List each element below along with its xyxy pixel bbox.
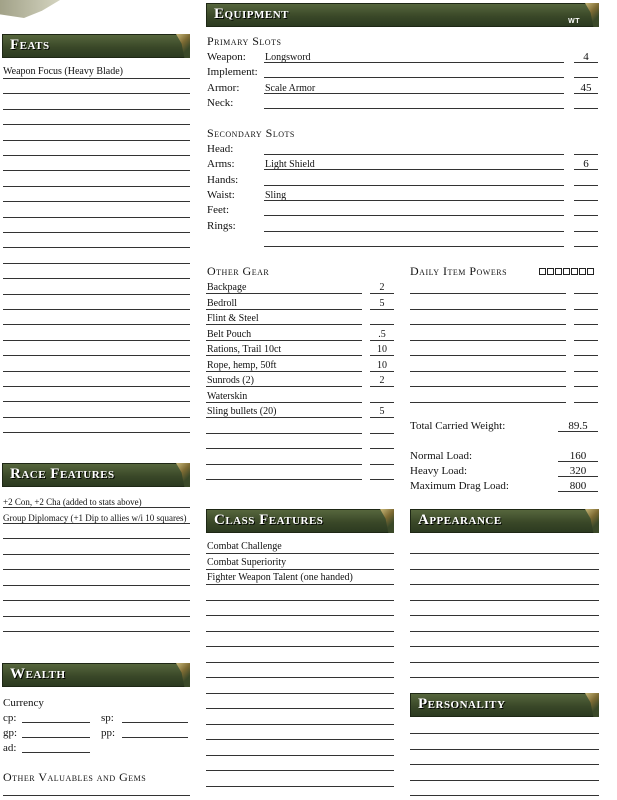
heavy-load-line	[558, 476, 598, 477]
gear-weight-line	[370, 386, 394, 387]
race-features-header	[2, 463, 190, 487]
slot-item-line	[264, 154, 564, 155]
gear-line	[206, 386, 362, 387]
race-feature-line[interactable]	[3, 569, 190, 570]
daily-power-weight-line[interactable]	[574, 371, 598, 372]
class-feature-line[interactable]	[206, 600, 394, 601]
gear-line	[206, 371, 362, 372]
race-feature-line[interactable]	[3, 616, 190, 617]
slot-item-line	[264, 77, 564, 78]
slot-label: Implement:	[207, 66, 258, 79]
total-weight-line	[558, 431, 598, 432]
wealth-header	[2, 663, 190, 687]
appearance-header	[410, 509, 599, 533]
gear-weight[interactable]: .5	[378, 328, 386, 340]
gear-weight-line	[370, 309, 394, 310]
feat-line[interactable]	[3, 294, 190, 295]
gear-line	[206, 293, 362, 294]
appearance-line[interactable]	[410, 615, 599, 616]
daily-power-line[interactable]	[410, 386, 566, 387]
gear-item[interactable]: Rations, Trail 10ct	[207, 344, 282, 355]
slot-weight-line	[574, 93, 598, 94]
slot-weight-line[interactable]	[574, 246, 598, 247]
feat-line[interactable]	[3, 232, 190, 233]
feat-line[interactable]	[3, 432, 190, 433]
feats-header	[2, 34, 190, 58]
gear-weight-line	[370, 402, 394, 403]
feat-line[interactable]	[3, 278, 190, 279]
class-feature-line[interactable]	[206, 646, 394, 647]
class-features-title: Class Features	[214, 512, 324, 528]
feat-line[interactable]	[3, 155, 190, 156]
appearance-line[interactable]	[410, 662, 599, 663]
race-feature-line[interactable]	[3, 507, 190, 508]
feat-line[interactable]	[3, 93, 190, 94]
gear-item[interactable]: Flint & Steel	[207, 313, 259, 324]
feat-line[interactable]	[3, 109, 190, 110]
gear-item[interactable]: Belt Pouch	[207, 328, 252, 340]
gear-line	[206, 355, 362, 356]
slot-weight-line	[574, 215, 598, 216]
feat-entry-1[interactable]: Weapon Focus (Heavy Blade)	[3, 66, 123, 77]
ad-label: ad:	[3, 742, 17, 754]
appearance-line[interactable]	[410, 600, 599, 601]
gear-line	[206, 402, 362, 403]
feat-line[interactable]	[3, 401, 190, 402]
gear-weight-line	[370, 293, 394, 294]
gear-weight-line	[370, 340, 394, 341]
class-feature-line[interactable]	[206, 615, 394, 616]
slot-weight-line	[574, 62, 598, 63]
class-feature-line[interactable]	[206, 755, 394, 756]
appearance-line[interactable]	[410, 584, 599, 585]
slot-item-line	[264, 93, 564, 94]
race-feature-1[interactable]: +2 Con, +2 Cha (added to stats above)	[3, 497, 142, 507]
daily-power-line[interactable]	[410, 293, 566, 294]
class-feature-line[interactable]	[206, 739, 394, 740]
feat-line[interactable]	[3, 124, 190, 125]
daily-power-checkbox[interactable]	[555, 268, 562, 275]
class-feature-3[interactable]: Fighter Weapon Talent (one handed)	[207, 572, 353, 583]
slot-item-line	[264, 185, 564, 186]
race-feature-line[interactable]	[3, 554, 190, 555]
gear-line[interactable]	[206, 433, 362, 434]
slot-item-line	[264, 169, 564, 170]
gear-line[interactable]	[206, 448, 362, 449]
slot-label: Hands:	[207, 173, 239, 186]
gear-line[interactable]	[206, 479, 362, 480]
race-feature-line[interactable]	[3, 631, 190, 632]
feat-line[interactable]	[3, 186, 190, 187]
slot-item[interactable]: Longsword	[265, 52, 311, 63]
slot-item-line	[264, 108, 564, 109]
slot-weight[interactable]: 4	[583, 51, 589, 63]
gear-weight-line	[370, 448, 394, 449]
class-feature-line[interactable]	[206, 631, 394, 632]
slot-weight-line	[574, 200, 598, 201]
normal-load-line	[558, 461, 598, 462]
appearance-line[interactable]	[410, 569, 599, 570]
daily-power-line[interactable]	[410, 371, 566, 372]
daily-power-line[interactable]	[410, 402, 566, 403]
pp-label: pp:	[101, 727, 116, 739]
cp-label: cp:	[3, 712, 17, 724]
slot-label: Feet:	[207, 204, 229, 217]
feat-line[interactable]	[3, 247, 190, 248]
daily-power-line[interactable]	[410, 309, 566, 310]
feat-line[interactable]	[3, 324, 190, 325]
gear-weight[interactable]: 5	[379, 297, 385, 309]
class-feature-line[interactable]	[206, 708, 394, 709]
slot-item-line	[264, 200, 564, 201]
slot-label: Arms:	[207, 158, 235, 171]
valuables-label: Other Valuables and Gems	[3, 770, 147, 784]
gear-line	[206, 340, 362, 341]
slot-weight-line	[574, 231, 598, 232]
daily-power-checkbox[interactable]	[579, 268, 586, 275]
feat-line[interactable]	[3, 340, 190, 341]
sp-field[interactable]	[122, 722, 188, 723]
gear-weight[interactable]: 10	[377, 359, 387, 371]
daily-power-checkbox[interactable]	[563, 268, 570, 275]
gear-weight[interactable]: 10	[377, 344, 387, 355]
gp-field[interactable]	[22, 737, 90, 738]
class-feature-line[interactable]	[206, 770, 394, 771]
normal-load-label: Normal Load:	[410, 450, 473, 462]
feat-line[interactable]	[3, 263, 190, 264]
class-feature-line[interactable]	[206, 693, 394, 694]
daily-power-weight-line[interactable]	[574, 386, 598, 387]
gear-weight-line	[370, 417, 394, 418]
race-features-title: Race Features	[10, 466, 115, 482]
gear-weight-line	[370, 433, 394, 434]
slot-weight-line	[574, 185, 598, 186]
slot-weight-line	[574, 154, 598, 155]
slot-weight[interactable]: 45	[580, 81, 592, 94]
gear-item[interactable]: Rope, hemp, 50ft	[207, 359, 277, 371]
corner-ornament	[0, 0, 60, 18]
race-feature-2[interactable]: Group Diplomacy (+1 Dip to allies w/i 10 squares)	[3, 513, 187, 523]
class-feature-line[interactable]	[206, 569, 394, 570]
gear-weight-line	[370, 371, 394, 372]
gear-line	[206, 309, 362, 310]
feat-line[interactable]	[3, 217, 190, 218]
slot-weight-line	[574, 169, 598, 170]
slot-label: Rings:	[207, 219, 236, 232]
feat-line[interactable]	[3, 78, 190, 79]
normal-load-value[interactable]: 160	[569, 450, 587, 462]
feat-line[interactable]	[3, 170, 190, 171]
feats-title: Feats	[10, 37, 50, 53]
gear-item[interactable]: Bedroll	[207, 297, 237, 309]
slot-label: Armor:	[207, 81, 240, 94]
slot-item[interactable]: Light Shield	[265, 159, 315, 171]
class-feature-line[interactable]	[206, 677, 394, 678]
personality-title: Personality	[418, 696, 506, 712]
wealth-title: Wealth	[10, 666, 66, 682]
appearance-line[interactable]	[410, 646, 599, 647]
slot-label: Weapon:	[207, 51, 246, 63]
daily-item-powers-label: Daily Item Powers	[410, 264, 508, 278]
class-feature-line[interactable]	[206, 662, 394, 663]
personality-line[interactable]	[410, 795, 599, 796]
class-feature-line[interactable]	[206, 584, 394, 585]
sp-label: sp:	[101, 712, 114, 724]
feat-line[interactable]	[3, 371, 190, 372]
daily-power-weight-line[interactable]	[574, 355, 598, 356]
feat-line[interactable]	[3, 140, 190, 141]
heavy-load-value[interactable]: 320	[569, 465, 587, 477]
appearance-title: Appearance	[418, 512, 502, 528]
gear-item[interactable]: Backpage	[207, 282, 247, 293]
appearance-line[interactable]	[410, 553, 599, 554]
wt-label: WT	[568, 18, 580, 25]
gear-item[interactable]: Sling bullets (20)	[207, 406, 277, 417]
equipment-header	[206, 3, 599, 27]
daily-power-weight-line[interactable]	[574, 402, 598, 403]
slot-weight-line	[574, 77, 598, 78]
secondary-slots-label: Secondary Slots	[207, 126, 295, 140]
valuables-line[interactable]	[3, 795, 190, 796]
gear-line[interactable]	[206, 464, 362, 465]
drag-load-label: Maximum Drag Load:	[410, 480, 509, 492]
slot-weight[interactable]: 6	[583, 158, 589, 171]
feat-line[interactable]	[3, 201, 190, 202]
drag-load-value[interactable]: 800	[569, 480, 587, 492]
gear-weight[interactable]: 5	[379, 406, 385, 417]
class-features-header	[206, 509, 394, 533]
pp-field[interactable]	[122, 737, 188, 738]
daily-power-checkbox[interactable]	[547, 268, 554, 275]
gear-item[interactable]: Waterskin	[207, 390, 248, 402]
gear-weight-line	[370, 324, 394, 325]
heavy-load-label: Heavy Load:	[410, 465, 468, 477]
daily-power-checkbox[interactable]	[571, 268, 578, 275]
other-gear-label: Other Gear	[207, 264, 270, 278]
slot-label: Waist:	[207, 188, 235, 201]
gear-item[interactable]: Sunrods (2)	[207, 375, 254, 386]
daily-power-checkboxes	[539, 268, 594, 275]
total-weight-label: Total Carried Weight:	[410, 420, 506, 432]
slot-item-line	[264, 62, 564, 63]
daily-power-weight-line[interactable]	[574, 293, 598, 294]
slot-label: Head:	[207, 143, 234, 155]
daily-power-line[interactable]	[410, 340, 566, 341]
appearance-line[interactable]	[410, 677, 599, 678]
race-feature-line[interactable]	[3, 585, 190, 586]
gear-weight-line	[370, 479, 394, 480]
daily-power-checkbox[interactable]	[539, 268, 546, 275]
drag-load-line	[558, 491, 598, 492]
slot-item-line[interactable]	[264, 246, 564, 247]
daily-power-weight-line[interactable]	[574, 340, 598, 341]
gp-label: gp:	[3, 727, 18, 739]
primary-slots-label: Primary Slots	[207, 34, 282, 48]
gear-weight-line	[370, 464, 394, 465]
slot-item-line	[264, 231, 564, 232]
gear-weight[interactable]: 2	[379, 375, 385, 386]
class-feature-line[interactable]	[206, 786, 394, 787]
race-feature-line[interactable]	[3, 523, 190, 524]
daily-power-checkbox[interactable]	[587, 268, 594, 275]
daily-power-weight-line[interactable]	[574, 324, 598, 325]
class-feature-line[interactable]	[206, 553, 394, 554]
total-weight-value[interactable]: 89.5	[568, 420, 588, 432]
personality-line[interactable]	[410, 780, 599, 781]
slot-item-line	[264, 215, 564, 216]
feat-line[interactable]	[3, 386, 190, 387]
personality-line[interactable]	[410, 733, 599, 734]
class-feature-1[interactable]: Combat Challenge	[207, 541, 282, 552]
daily-power-weight-line[interactable]	[574, 309, 598, 310]
equipment-title: Equipment	[214, 6, 290, 22]
feat-line[interactable]	[3, 417, 190, 418]
slot-item[interactable]: Scale Armor	[265, 82, 316, 94]
appearance-line[interactable]	[410, 631, 599, 632]
slot-item[interactable]: Sling	[265, 189, 287, 201]
gear-line	[206, 324, 362, 325]
currency-label: Currency	[3, 697, 44, 709]
personality-line[interactable]	[410, 749, 599, 750]
gear-weight-line	[370, 355, 394, 356]
daily-power-line[interactable]	[410, 324, 566, 325]
class-feature-2[interactable]: Combat Superiority	[207, 557, 287, 568]
race-feature-line[interactable]	[3, 600, 190, 601]
daily-power-line[interactable]	[410, 355, 566, 356]
feat-line[interactable]	[3, 309, 190, 310]
personality-header	[410, 693, 599, 717]
personality-line[interactable]	[410, 764, 599, 765]
cp-field[interactable]	[22, 722, 90, 723]
gear-weight[interactable]: 2	[379, 282, 385, 293]
feat-line[interactable]	[3, 355, 190, 356]
slot-label: Neck:	[207, 96, 234, 109]
race-feature-line[interactable]	[3, 538, 190, 539]
slot-weight-line	[574, 108, 598, 109]
class-feature-line[interactable]	[206, 724, 394, 725]
gear-line	[206, 417, 362, 418]
ad-field[interactable]	[22, 752, 90, 753]
